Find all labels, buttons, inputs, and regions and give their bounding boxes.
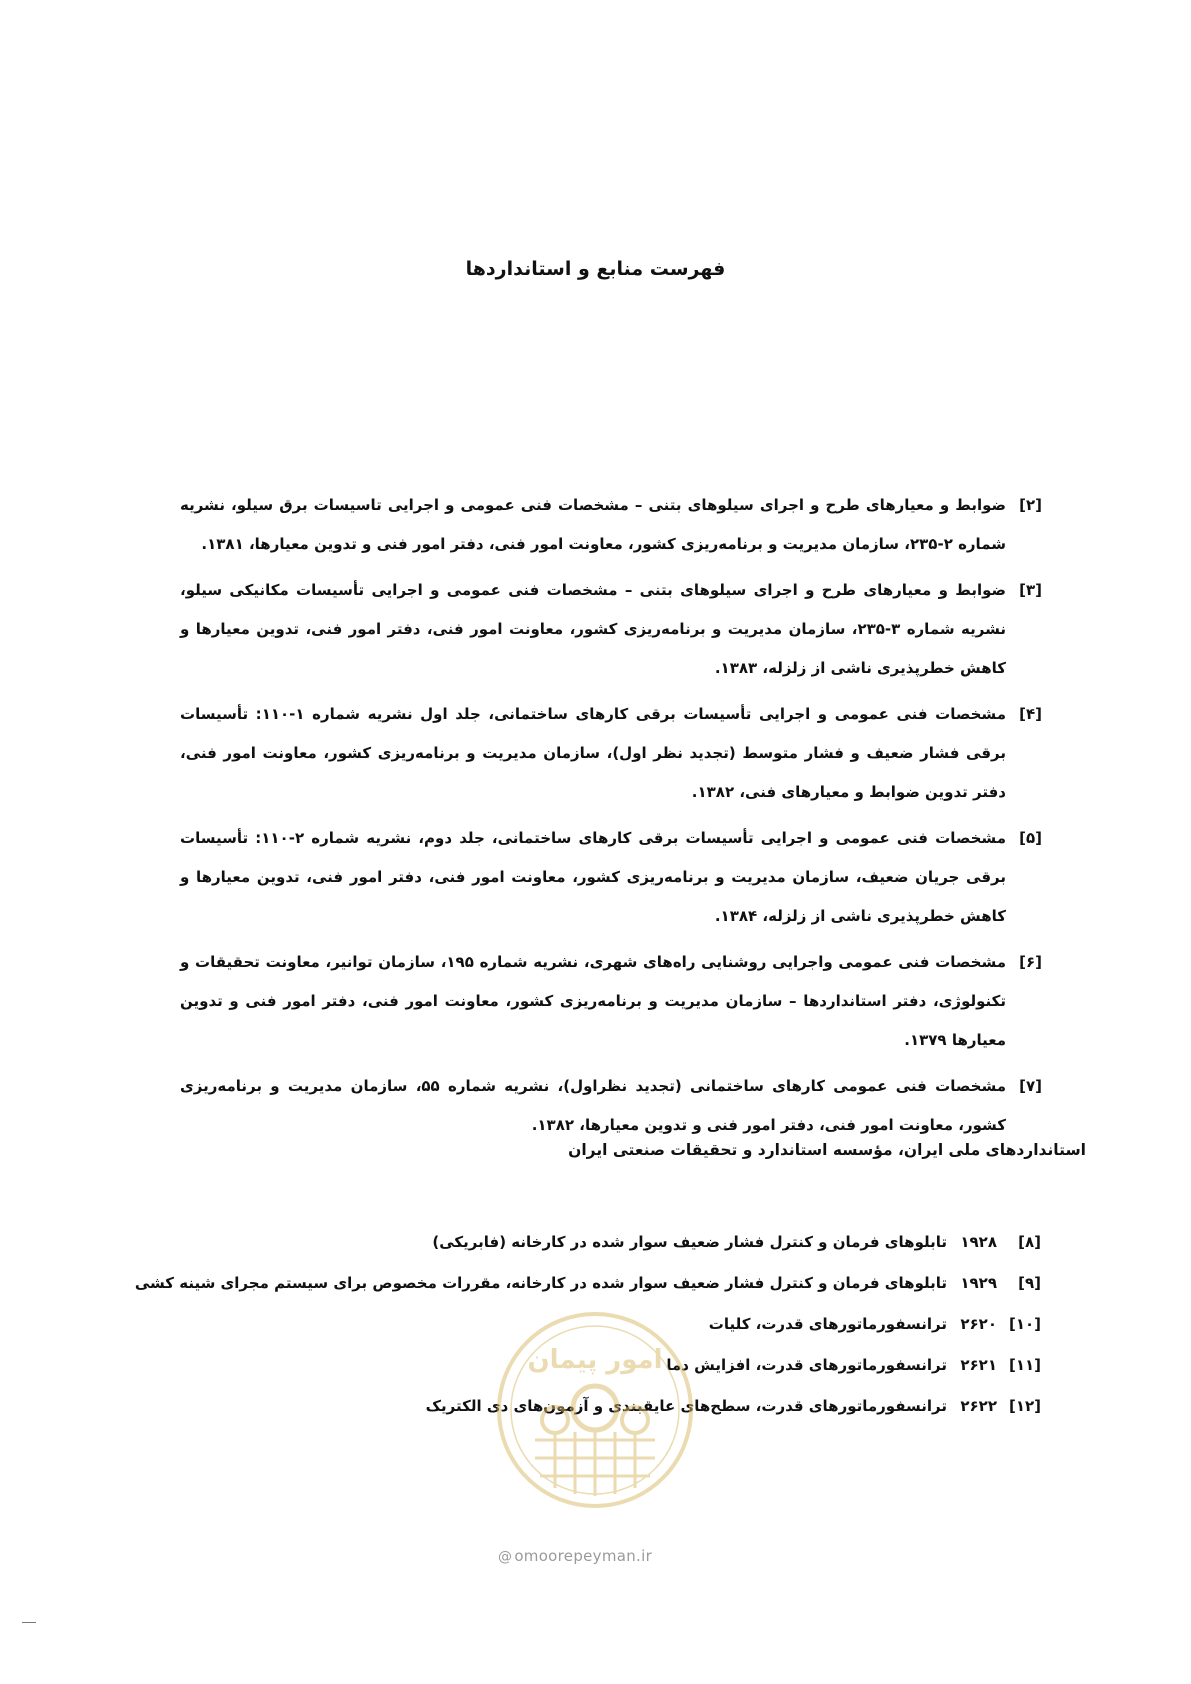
reference-text: مشخصات فنی عمومی واجرایی روشنایی راه‌های شهری، نشریه شماره ۱۹۵، سازمان توانیر، معاونت تحقیقات و تکنولوژی، دفتر استانداردها – سازمان مدیریت و برنامه‌ریزی کشور، معاونت امور فنی، دفتر امور فنی و تدوین معیارها ۱۳۷۹. bbox=[180, 953, 1006, 1049]
watermark-logo-text: امور پیمان bbox=[527, 1345, 663, 1375]
reference-number: [۳] bbox=[1019, 581, 1042, 599]
reference-text: ضوابط و معیارهای طرح و اجرای سیلوهای بتنی – مشخصات فنی عمومی و اجرایی تاسیسات برق سیلو، نشریه شماره ۲-۲۳۵، سازمان مدیریت و برنامه‌ریزی کشور، معاونت امور فنی، دفتر امور فنی و تدوین معیارها، ۱۳۸۱. bbox=[180, 496, 1006, 553]
watermark-logo bbox=[495, 1310, 695, 1510]
standard-code: ۲۶۲۰ bbox=[960, 1314, 997, 1333]
standard-number: [۸] bbox=[1018, 1232, 1041, 1251]
reference-text: مشخصات فنی عمومی کارهای ساختمانی (تجدید نظراول)، نشریه شماره ۵۵، سازمان مدیریت و برنامه‌ریزی کشور، معاونت امور فنی، دفتر امور فنی و تدوین معیارها، ۱۳۸۲. bbox=[180, 1077, 1006, 1134]
reference-number: [۷] bbox=[1019, 1077, 1042, 1095]
reference-item bbox=[180, 486, 1042, 564]
watermark-url bbox=[498, 1547, 652, 1565]
standards-heading: استانداردهای ملی ایران، مؤسسه استاندارد و تحقیقات صنعتی ایران bbox=[568, 1141, 1086, 1159]
standard-code: ۱۹۲۸ bbox=[960, 1232, 997, 1251]
reference-item bbox=[180, 943, 1042, 1060]
at-icon: @ bbox=[498, 1549, 513, 1565]
reference-item bbox=[180, 571, 1042, 688]
references-list bbox=[180, 486, 1042, 1152]
reference-text: ضوابط و معیارهای طرح و اجرای سیلوهای بتنی – مشخصات فنی عمومی و اجرایی تأسیسات مکانیکی سیلو، نشریه شماره ۳-۲۳۵، سازمان مدیریت و برنامه‌ریزی کشور، معاونت امور فنی، دفتر امور فنی، تدوین معیارها و کاهش خطرپذیری ناشی از زلزله، ۱۳۸۳. bbox=[180, 581, 1006, 677]
margin-mark bbox=[22, 1622, 36, 1623]
reference-number: [۴] bbox=[1019, 705, 1042, 723]
page-title: فهرست منابع و استانداردها bbox=[465, 258, 726, 280]
standard-item bbox=[161, 1221, 1041, 1262]
standard-number: [۱۲] bbox=[1008, 1396, 1041, 1415]
standard-item bbox=[134, 1262, 1041, 1303]
reference-number: [۶] bbox=[1019, 953, 1042, 971]
reference-item bbox=[180, 819, 1042, 936]
reference-number: [۲] bbox=[1019, 496, 1042, 514]
reference-item bbox=[180, 1067, 1042, 1145]
standard-title: تابلوهای فرمان و کنترل فشار ضعیف سوار شده در کارخانه (فابریکی) bbox=[432, 1232, 947, 1251]
reference-text: مشخصات فنی عمومی و اجرایی تأسیسات برقی کارهای ساختمانی، جلد دوم، نشریه شماره ۲-۱۱۰: تأسیسات برقی جریان ضعیف، سازمان مدیریت و برنامه‌ریزی کشور، معاونت امور فنی، دفتر امور فنی، تدوین معیارها و کاهش خطرپذیری ناشی از زلزله، ۱۳۸۴. bbox=[180, 829, 1006, 925]
standard-code: ۲۶۲۱ bbox=[960, 1355, 997, 1374]
reference-item bbox=[180, 695, 1042, 812]
standard-code: ۲۶۲۲ bbox=[960, 1396, 997, 1415]
standard-title: ترانسفورماتورهای قدرت، افزایش دما bbox=[666, 1355, 947, 1374]
standard-code: ۱۹۲۹ bbox=[960, 1273, 997, 1292]
standard-title: ترانسفورماتورهای قدرت، کلیات bbox=[708, 1314, 947, 1333]
standard-number: [۱۰] bbox=[1008, 1314, 1041, 1333]
standard-title: تابلوهای فرمان و کنترل فشار ضعیف سوار شده در کارخانه، مقررات مخصوص برای سیستم مجرای شینه کشی bbox=[134, 1273, 947, 1292]
standard-title: ترانسفورماتورهای قدرت، سطح‌های عایقبندی و آزمون‌های دی الکتریک bbox=[425, 1396, 947, 1415]
standard-number: [۹] bbox=[1018, 1273, 1041, 1292]
watermark-url-text: omoorepeyman.ir bbox=[514, 1547, 653, 1565]
standard-number: [۱۱] bbox=[1008, 1355, 1041, 1374]
reference-number: [۵] bbox=[1019, 829, 1042, 847]
reference-text: مشخصات فنی عمومی و اجرایی تأسیسات برقی کارهای ساختمانی، جلد اول نشریه شماره ۱-۱۱۰: تأسیسات برقی فشار ضعیف و فشار متوسط (تجدید نظر اول)، سازمان مدیریت و برنامه‌ریزی کشور، معاونت امور فنی، دفتر تدوین ضوابط و معیارهای فنی، ۱۳۸۲. bbox=[180, 705, 1006, 801]
